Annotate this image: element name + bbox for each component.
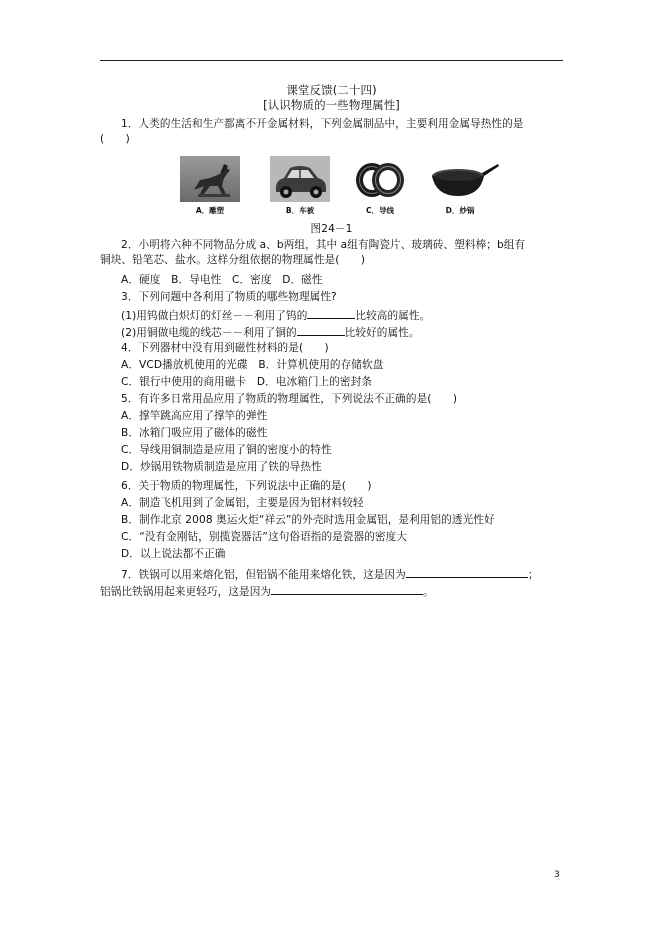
- q4-options-cd: C．银行中使用的商用磁卡 D．电冰箱门上的密封条: [121, 376, 373, 388]
- q3-part1-end: 比较高的属性。: [355, 310, 431, 322]
- q1-stem-line2: ( ): [100, 133, 130, 145]
- page-title: 课堂反馈(二十四): [286, 83, 377, 97]
- page-subtitle: [认识物质的一些物理属性]: [263, 98, 400, 112]
- q3-part2-text: (2)用铜做电缆的线芯－－利用了铜的: [121, 327, 297, 339]
- q2-stem-line1: 2．小明将六种不同物品分成 a、b两组，其中 a组有陶瓷片、玻璃砖、塑料棒；b组有: [121, 239, 526, 251]
- horse-sculpture-icon: [180, 156, 240, 202]
- q3-part2: [121, 324, 591, 340]
- figure-caption: 图24－1: [310, 223, 353, 235]
- q7-line2-end: 。: [423, 586, 434, 598]
- q2-options: A．硬度 B．导电性 C．密度 D．磁性: [121, 274, 323, 286]
- figure-item-c: [350, 156, 410, 218]
- figure-label-c: C．导线: [365, 206, 394, 215]
- q7-line2: [100, 583, 570, 599]
- wire-coil-icon: [350, 156, 410, 202]
- figure-label-d: D．炒锅: [445, 206, 475, 215]
- q7-blank-2: [271, 583, 423, 595]
- q3-part2-end: 比较好的属性。: [344, 327, 420, 339]
- q6-option-b: B．制作北京 2008 奥运火炬“祥云”的外壳时选用金属铝，是利用铝的透光性好: [121, 514, 495, 526]
- q7-line2-text: 铝锅比铁锅用起来更轻巧，这是因为: [100, 586, 272, 598]
- q3-part1-blank: [307, 307, 355, 319]
- figure-item-d: [430, 156, 500, 218]
- figure-item-a: [180, 156, 240, 218]
- q4-stem: 4．下列器材中没有用到磁性材料的是( ): [121, 342, 329, 354]
- figure-label-a: A．雕塑: [195, 206, 225, 215]
- figure-24-1: [180, 156, 480, 218]
- page-number: 3: [554, 870, 560, 880]
- q2-stem-line2: 铜块、铅笔芯、盐水。这样分组依据的物理属性是( ): [100, 254, 366, 266]
- q6-stem: 6．关于物质的物理属性，下列说法中正确的是( ): [121, 480, 372, 492]
- figure-label-b: B．车被: [285, 206, 315, 215]
- q6-option-c: C．“没有金刚钻，别揽瓷器活”这句俗语指的是瓷器的密度大: [121, 531, 408, 543]
- header-rule: [100, 60, 563, 61]
- q5-option-a: A．撑竿跳高应用了撑竿的弹性: [121, 410, 268, 422]
- q4-options-ab: A．VCD播放机使用的光碟 B．计算机使用的存储软盘: [121, 359, 384, 371]
- q3-part2-blank: [297, 324, 345, 336]
- q1-stem-line1: 1．人类的生活和生产都离不开金属材料，下列金属制品中，主要利用金属导热性的是: [121, 118, 524, 130]
- q6-option-a: A．制造飞机用到了金属铝，主要是因为铝材料较轻: [121, 497, 364, 509]
- car-icon: [270, 156, 330, 202]
- q7-line1-end: ；: [527, 569, 539, 581]
- q7-line1-text: 7．铁锅可以用来熔化铝，但铝锅不能用来熔化铁，这是因为: [121, 569, 406, 581]
- q3-stem: 3．下列问题中各利用了物质的哪些物理属性?: [121, 291, 337, 303]
- q5-option-d: D．炒锅用铁物质制造是应用了铁的导热性: [121, 461, 322, 473]
- q7-line1: [121, 566, 591, 582]
- q5-option-b: B．冰箱门吸应用了磁体的磁性: [121, 427, 268, 439]
- q7-blank-1: [406, 566, 528, 578]
- q5-stem: 5．有许多日常用品应用了物质的物理属性，下列说法不正确的是( ): [121, 393, 458, 405]
- q3-part1-text: (1)用钨做白炽灯的灯丝－－利用了钨的: [121, 310, 308, 322]
- q3-part1: [121, 307, 591, 323]
- q5-option-c: C．导线用铜制造是应用了铜的密度小的特性: [121, 444, 332, 456]
- q6-option-d: D．以上说法都不正确: [121, 548, 226, 560]
- wok-icon: [430, 156, 500, 202]
- figure-item-b: [270, 156, 330, 218]
